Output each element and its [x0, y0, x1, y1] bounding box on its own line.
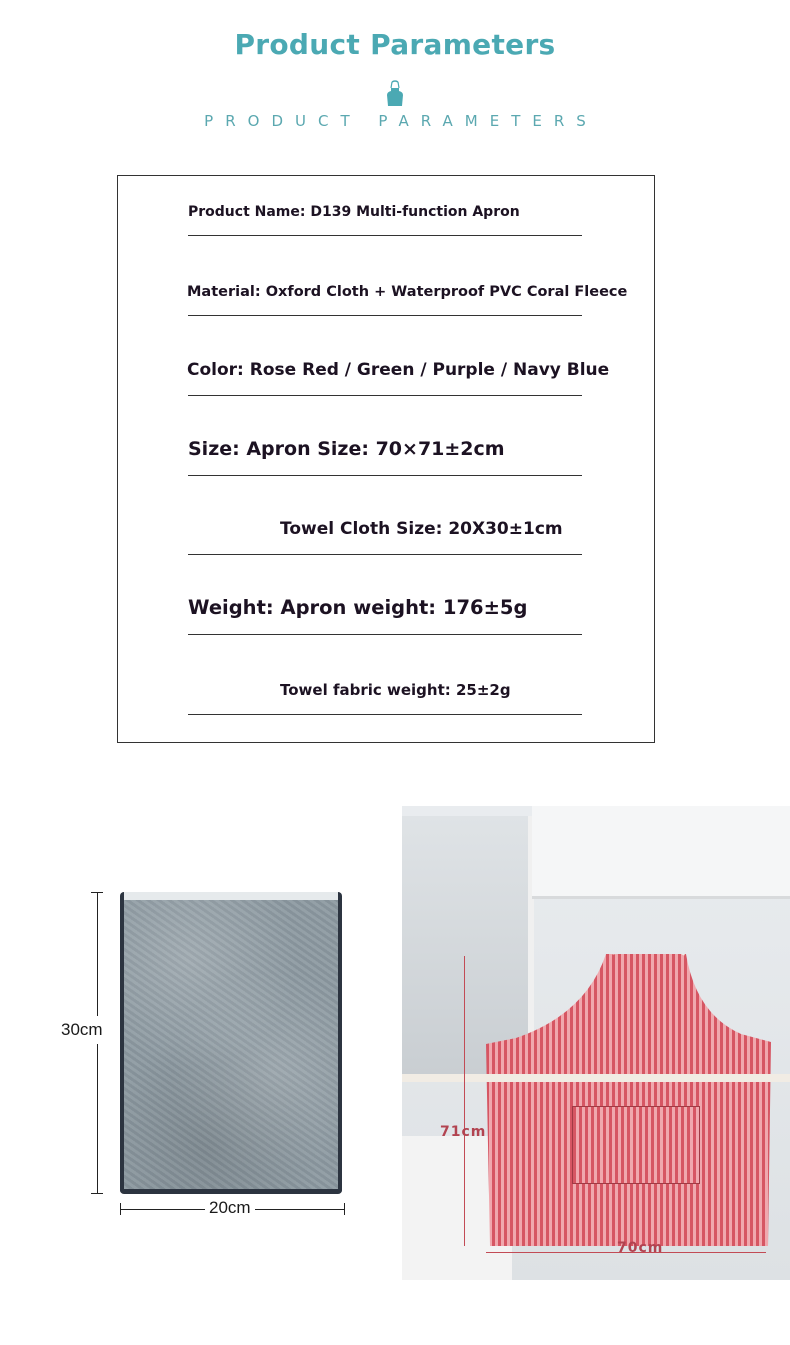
towel-weight-text: Towel fabric weight: 25±2g: [280, 681, 511, 699]
param-row-product-name: [188, 176, 582, 236]
kitchen-cabinet: [532, 806, 790, 899]
towel-size-text: Towel Cloth Size: 20X30±1cm: [280, 519, 563, 539]
color-text: Color: Rose Red / Green / Purple / Navy Blue: [187, 360, 610, 380]
param-row-towel-weight: [188, 635, 582, 715]
towel-width-label: 20cm: [205, 1198, 255, 1218]
towel-height-tick-bottom: [91, 1193, 103, 1194]
weight-text: Weight: Apron weight: 176±5g: [188, 596, 528, 619]
apron-shape: [486, 954, 776, 1250]
parameters-table: [117, 175, 655, 743]
param-row-weight: [188, 555, 582, 635]
towel-image: [120, 892, 342, 1194]
towel-height-label: 30cm: [61, 1016, 103, 1044]
apron-photo: [402, 806, 790, 1280]
towel-height-tick-top: [91, 892, 103, 893]
page-subtitle: PRODUCT PARAMETERS: [204, 112, 598, 130]
apron-height-line: [464, 956, 465, 1246]
apron-icon: [385, 80, 405, 108]
towel-width-tick-right: [344, 1203, 345, 1215]
size-text: Size: Apron Size: 70×71±2cm: [188, 438, 505, 460]
page-title: Product Parameters: [234, 28, 556, 61]
param-row-towel-size: [188, 476, 582, 555]
towel-width-tick-left: [120, 1203, 121, 1215]
towel-dimension-figure: [55, 880, 355, 1220]
material-text: Material: Oxford Cloth + Waterproof PVC Coral Fleece: [187, 284, 628, 300]
apron-waist-strap: [402, 1074, 790, 1082]
apron-pocket: [572, 1106, 700, 1184]
param-row-color: [187, 316, 610, 396]
apron-height-label: 71cm: [440, 1124, 487, 1140]
param-row-size: [188, 396, 582, 476]
apron-width-label: 70cm: [617, 1240, 664, 1256]
param-row-material: [187, 236, 628, 316]
product-name-text: Product Name: D139 Multi-function Apron: [188, 204, 520, 220]
